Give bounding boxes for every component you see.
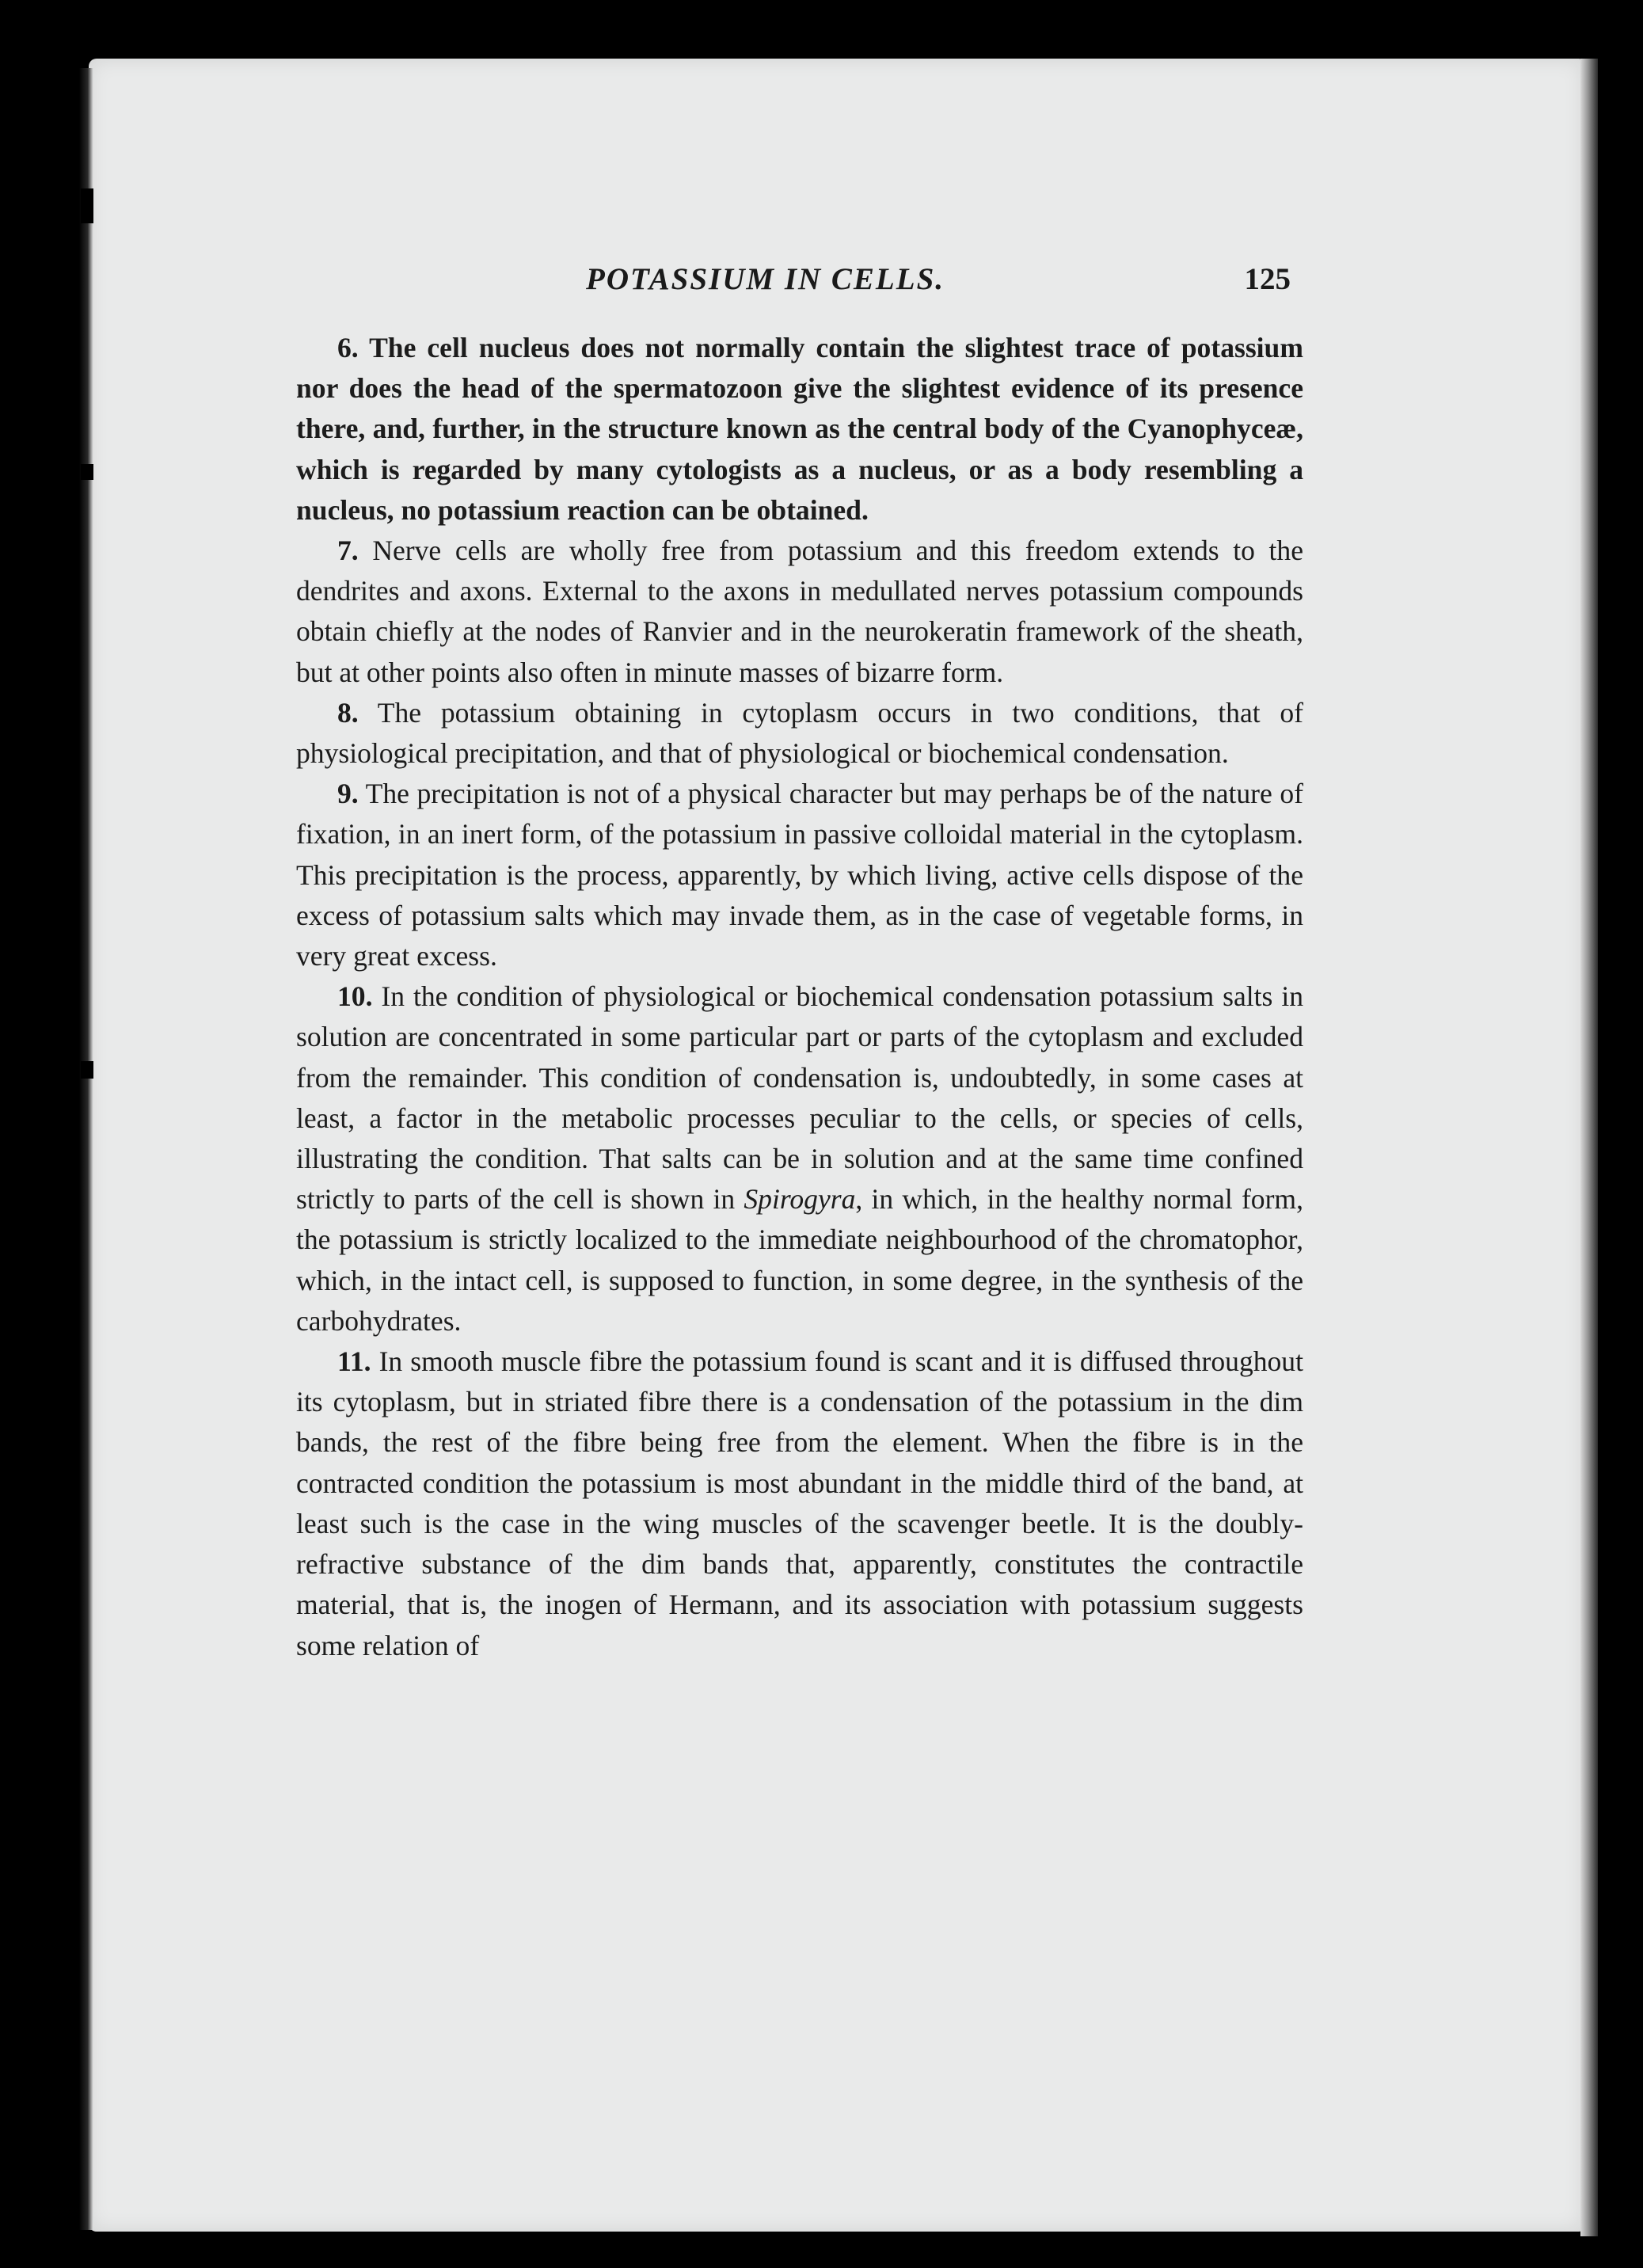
paragraph-number: 7. — [337, 535, 359, 567]
page-number: 125 — [1244, 262, 1291, 296]
edge-mark — [81, 464, 93, 480]
paragraph-number: 6. — [337, 332, 359, 363]
paragraph-text: , in which, in the healthy normal form, the potassium is strictly localized to the immediate neighbourhood of the chromatophor, which, in the intact cell, is supposed to function, in some degree, in the synthesis of the carbohydrates. — [296, 1183, 1303, 1337]
body-text — [296, 328, 1303, 1666]
running-head: POTASSIUM IN CELLS. — [586, 262, 945, 296]
paragraph-number: 8. — [337, 696, 359, 729]
paragraph-text: The precipitation is not of a physical character but may perhaps be of the nature of fixation, in an inert form, of the potassium in passive colloidal material in the cytoplasm. This precipitation is the process, apparently, by which living, active cells dispose of the excess of potassium salts which may invade them, as in the case of vegetable forms, in very great excess. — [296, 778, 1303, 972]
page-right-edge — [1580, 59, 1598, 2236]
paragraph-6 — [296, 328, 1303, 531]
edge-mark — [81, 188, 93, 223]
paragraph-text: In the condition of physiological or biochemical condensation potassium salts in solution are concentrated in some particular part or parts of the cytoplasm and excluded from the remainder. This condition of condensation is, undoubtedly, in some cases at least, a factor in the metabolic processes peculiar to the cells, or species of cells, illustrating the condition. That salts can be in solution and at the same time confined strictly to parts of the cell is shown in — [296, 980, 1303, 1216]
page-header — [586, 261, 1299, 304]
paragraph-text: Nerve cells are wholly free from potassium and this freedom extends to the dendrites and axons. External to the axons in medullated nerves potassium compounds obtain chiefly at the nodes of Ranvier and in the neurokeratin framework of the sheath, but at other points also often in minute masses of bizarre form. — [296, 535, 1303, 688]
paragraph-8 — [296, 693, 1303, 774]
italic-term: Spirogyra — [744, 1183, 856, 1216]
paragraph-text: In smooth muscle fibre the potassium found is scant and it is diffused throughout its cytoplasm, but in striated fibre there is a condensation of the potassium in the dim bands, the rest of the fibre being free from the element. When the fibre is in the contracted condition the potassium is most abundant in the middle third of the band, at least such is the case in the wing muscles of the scavenger beetle. It is the doubly-refractive substance of the dim bands that, apparently, constitutes the contractile material, that is, the inogen of Hermann, and its association with potassium suggests some relation of — [296, 1345, 1303, 1661]
paragraph-10 — [296, 976, 1303, 1341]
paragraph-number: 11. — [337, 1345, 371, 1378]
page-left-edge — [79, 68, 93, 2230]
edge-mark — [81, 1061, 93, 1079]
paragraph-number: 9. — [337, 778, 359, 810]
paragraph-7 — [296, 531, 1303, 693]
paragraph-9 — [296, 774, 1303, 976]
paragraph-number: 10. — [337, 980, 373, 1013]
paragraph-11 — [296, 1341, 1303, 1666]
paragraph-text: The potassium obtaining in cytoplasm occurs in two conditions, that of physiological precipitation, and that of physiological or biochemical condensation. — [296, 696, 1303, 770]
paragraph-text: The cell nucleus does not normally contain the slightest trace of potassium nor does the head of the spermatozoon give the slightest evidence of its presence there, and, further, in the structure known as the central body of the Cyanophyceæ, which is regarded by many cytologists as a nucleus, or as a body resembling a nucleus, no potassium reaction can be obtained. — [296, 332, 1303, 526]
